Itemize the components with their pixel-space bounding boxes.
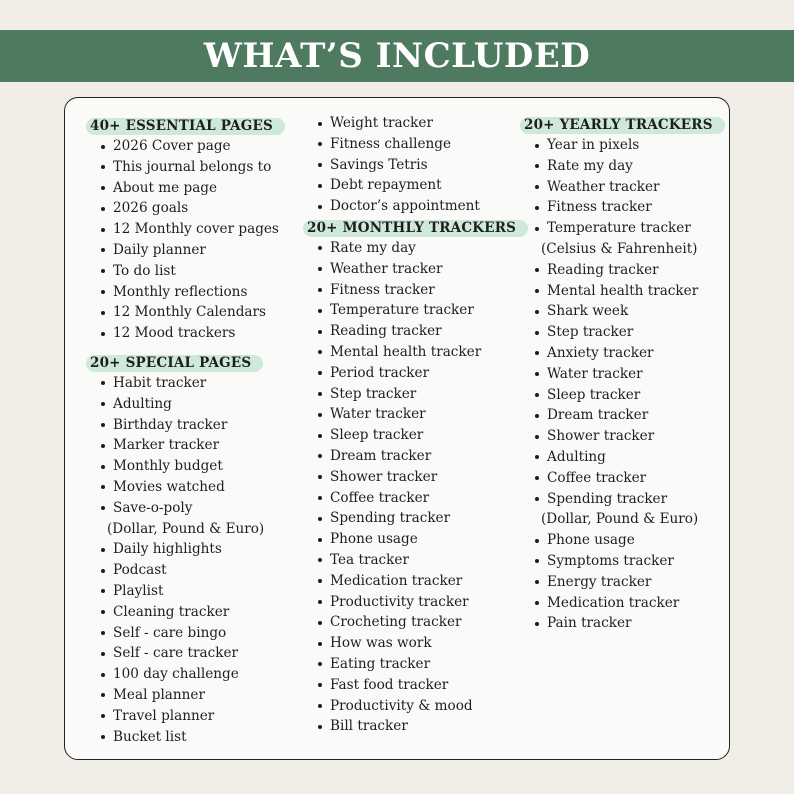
list-item: Bucket list (86, 727, 279, 748)
list-item: Temperature tracker (520, 218, 717, 239)
list-item: Habit tracker (86, 373, 279, 394)
column-3 (520, 114, 717, 634)
list-item: Monthly reflections (86, 282, 279, 303)
list-item: Reading tracker (520, 260, 717, 281)
list-item: Water tracker (303, 404, 520, 425)
list-item: Coffee tracker (520, 468, 717, 489)
list-item: Medication tracker (520, 593, 717, 614)
list-item: Tea tracker (303, 550, 520, 571)
list-item: Self - care bingo (86, 623, 279, 644)
essential-list (86, 136, 279, 344)
list-item: Fitness tracker (303, 280, 520, 301)
list-item: Year in pixels (520, 135, 717, 156)
list-item: Save-o-poly (86, 498, 279, 519)
list-item: How was work (303, 633, 520, 654)
section-heading-yearly: 20+ YEARLY TRACKERS (520, 115, 717, 135)
monthly-list (303, 238, 520, 737)
list-item: Rate my day (520, 156, 717, 177)
column-2 (303, 113, 520, 737)
list-item: Eating tracker (303, 654, 520, 675)
list-item: Temperature tracker (303, 300, 520, 321)
list-item: Pain tracker (520, 613, 717, 634)
list-item: Doctor’s appointment (303, 196, 520, 217)
list-item: Mental health tracker (520, 281, 717, 302)
list-item: (Celsius & Fahrenheit) (541, 240, 698, 257)
list-item: Daily highlights (86, 539, 279, 560)
list-item: Spending tracker (520, 489, 717, 510)
list-item: Savings Tetris (303, 155, 520, 176)
list-item: Cleaning tracker (86, 602, 279, 623)
list-item: Debt repayment (303, 175, 520, 196)
header-banner (0, 30, 794, 82)
extra-list (303, 113, 520, 217)
special-list (86, 373, 279, 747)
list-item: Medication tracker (303, 571, 520, 592)
list-item: Shower tracker (303, 467, 520, 488)
section-heading-monthly: 20+ MONTHLY TRACKERS (303, 218, 520, 238)
list-item: Dream tracker (520, 405, 717, 426)
section-heading-essential: 40+ ESSENTIAL PAGES (86, 116, 277, 136)
list-item: Adulting (520, 447, 717, 468)
list-item: Weather tracker (520, 177, 717, 198)
list-item: Fast food tracker (303, 675, 520, 696)
list-item: Phone usage (520, 530, 717, 551)
list-item: Symptoms tracker (520, 551, 717, 572)
list-item: Daily planner (86, 240, 279, 261)
list-item: Water tracker (520, 364, 717, 385)
list-item: Travel planner (86, 706, 279, 727)
page-title: WHAT’S INCLUDED (203, 36, 591, 76)
list-item: Self - care tracker (86, 643, 279, 664)
list-item: Spending tracker (303, 508, 520, 529)
list-item: Anxiety tracker (520, 343, 717, 364)
list-item: Fitness challenge (303, 134, 520, 155)
list-item: Weather tracker (303, 259, 520, 280)
list-item: Phone usage (303, 529, 520, 550)
list-item: Birthday tracker (86, 415, 279, 436)
list-item: Mental health tracker (303, 342, 520, 363)
list-item: Crocheting tracker (303, 612, 520, 633)
list-item: Period tracker (303, 363, 520, 384)
list-item: About me page (86, 178, 279, 199)
list-item: Step tracker (303, 384, 520, 405)
list-item: Productivity & mood (303, 696, 520, 717)
list-item: Sleep tracker (520, 385, 717, 406)
list-item: Step tracker (520, 322, 717, 343)
list-item: This journal belongs to (86, 157, 279, 178)
list-item: 12 Monthly Calendars (86, 302, 279, 323)
list-item: To do list (86, 261, 279, 282)
list-item: (Dollar, Pound & Euro) (107, 520, 265, 537)
list-item: 2026 Cover page (86, 136, 279, 157)
list-item: 12 Monthly cover pages (86, 219, 279, 240)
list-item: Movies watched (86, 477, 279, 498)
list-item: Adulting (86, 394, 279, 415)
list-item: 12 Mood trackers (86, 323, 279, 344)
list-item: Podcast (86, 560, 279, 581)
list-item: Fitness tracker (520, 197, 717, 218)
list-item: Marker tracker (86, 435, 279, 456)
section-heading-special: 20+ SPECIAL PAGES (86, 353, 255, 373)
list-item: Reading tracker (303, 321, 520, 342)
list-item: Meal planner (86, 685, 279, 706)
list-item: Sleep tracker (303, 425, 520, 446)
list-item: Dream tracker (303, 446, 520, 467)
list-item: Monthly budget (86, 456, 279, 477)
list-item: Energy tracker (520, 572, 717, 593)
list-item: (Dollar, Pound & Euro) (541, 511, 699, 528)
yearly-list (520, 135, 717, 634)
column-1 (86, 115, 279, 747)
list-item: 2026 goals (86, 198, 279, 219)
list-item: Playlist (86, 581, 279, 602)
list-item: Coffee tracker (303, 488, 520, 509)
list-item: Bill tracker (303, 716, 520, 737)
list-item: Weight tracker (303, 113, 520, 134)
list-item: Shower tracker (520, 426, 717, 447)
list-item: Shark week (520, 301, 717, 322)
list-item: Productivity tracker (303, 592, 520, 613)
list-item: Rate my day (303, 238, 520, 259)
list-item: 100 day challenge (86, 664, 279, 685)
